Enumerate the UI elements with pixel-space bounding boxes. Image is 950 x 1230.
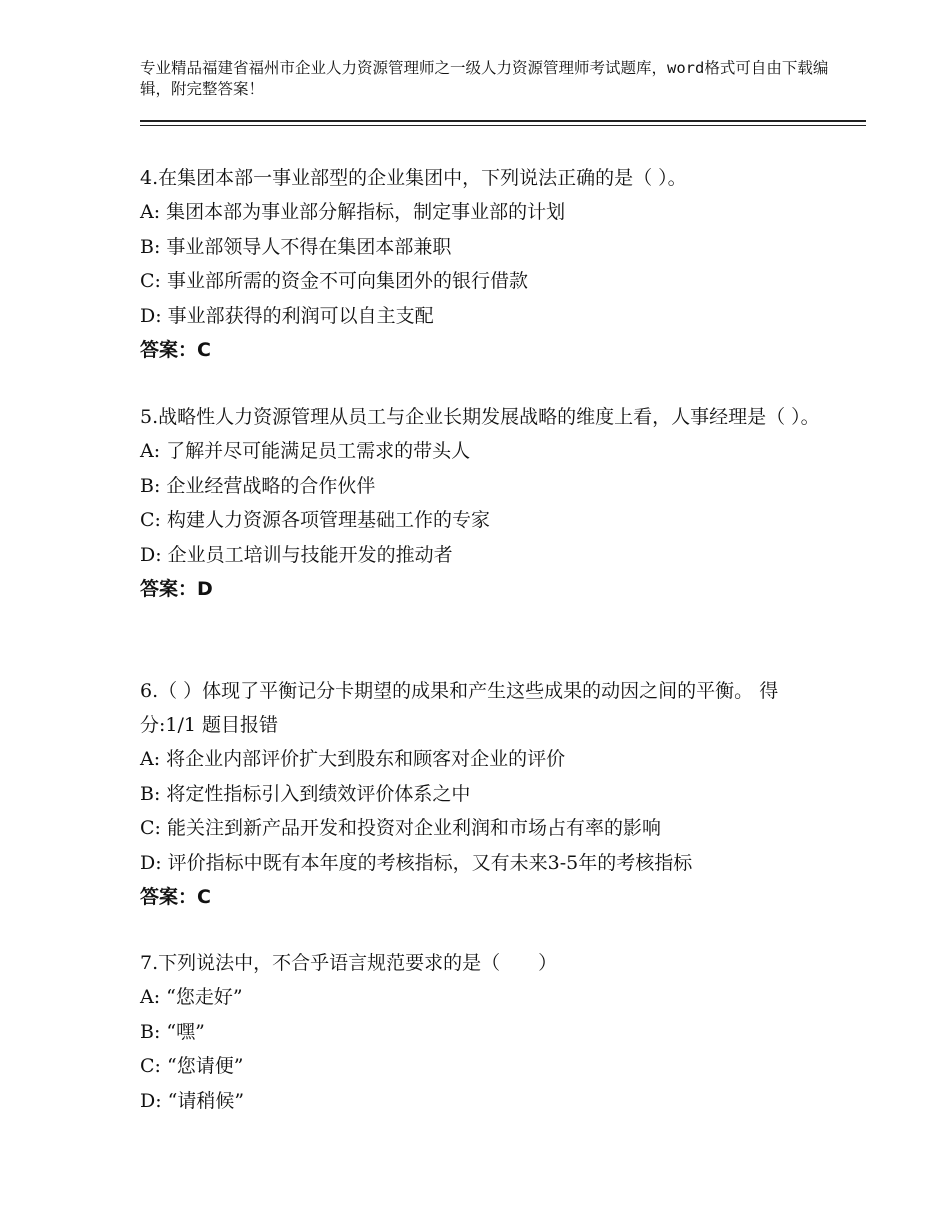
question-stem: 4.在集团本部一事业部型的企业集团中，下列说法正确的是（ ）。: [140, 167, 687, 189]
question-5: [140, 400, 830, 606]
option-c: C: “您请便”: [140, 1055, 244, 1077]
question-6: [140, 674, 830, 914]
option-c: C: 事业部所需的资金不可向集团外的银行借款: [140, 270, 528, 292]
option-a: A: 了解并尽可能满足员工需求的带头人: [140, 440, 471, 462]
header-rule-thick: [140, 120, 866, 122]
document-header: 专业精品福建省福州市企业人力资源管理师之一级人力资源管理师考试题库，word格式可自由下载编辑，附完整答案！: [140, 59, 829, 98]
question-stem: 7.下列说法中，不合乎语言规范要求的是（ ）: [140, 952, 558, 974]
option-b: B: “嘿”: [140, 1020, 205, 1043]
option-d: D: 企业员工培训与技能开发的推动者: [140, 543, 453, 566]
question-7: [140, 946, 830, 1118]
question-4: [140, 161, 830, 367]
option-d: D: 评价指标中既有本年度的考核指标，又有未来3-5年的考核指标: [140, 851, 693, 874]
option-a: A: 集团本部为事业部分解指标，制定事业部的计划: [140, 201, 566, 223]
option-a: A: 将企业内部评价扩大到股东和顾客对企业的评价: [140, 748, 566, 770]
option-b: B: 企业经营战略的合作伙伴: [140, 474, 376, 497]
option-b: B: 事业部领导人不得在集团本部兼职: [140, 235, 452, 258]
header-rule-thin: [140, 125, 866, 126]
answer: 答案：D: [140, 578, 213, 600]
option-c: C: 构建人力资源各项管理基础工作的专家: [140, 509, 490, 531]
option-d: D: “请稍候”: [140, 1089, 245, 1112]
question-stem: 5.战略性人力资源管理从员工与企业长期发展战略的维度上看，人事经理是（ ）。: [140, 406, 820, 428]
answer: 答案：C: [140, 886, 211, 908]
option-c: C: 能关注到新产品开发和投资对企业利润和市场占有率的影响: [140, 817, 661, 839]
answer: 答案：C: [140, 339, 211, 361]
question-stem: 6.（ ）体现了平衡记分卡期望的成果和产生这些成果的动因之间的平衡。 得分:1/1 题目报错: [140, 680, 779, 736]
option-a: A: “您走好”: [140, 986, 243, 1008]
option-b: B: 将定性指标引入到绩效评价体系之中: [140, 782, 471, 805]
option-d: D: 事业部获得的利润可以自主支配: [140, 304, 434, 327]
